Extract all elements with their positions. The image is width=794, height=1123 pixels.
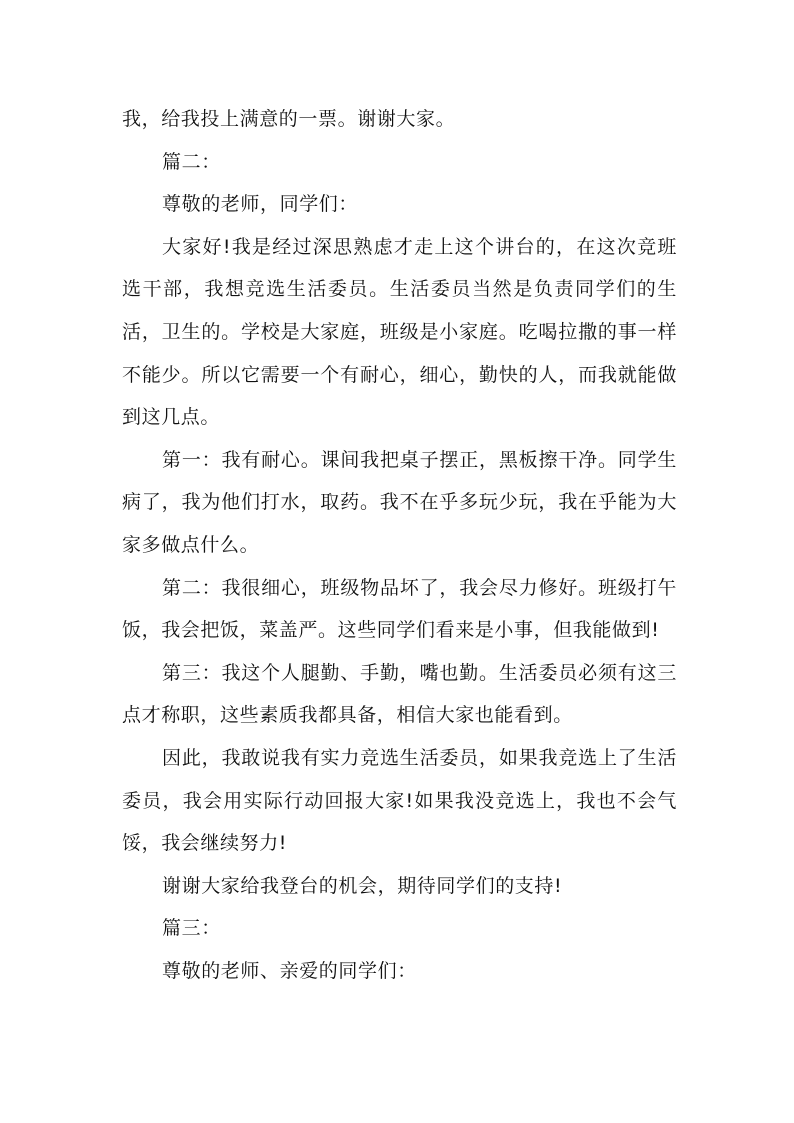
paragraph-closing-line: 我，给我投上满意的一票。谢谢大家。 <box>122 108 456 130</box>
salutation-part-three: 尊敬的老师、亲爱的同学们： <box>162 959 417 982</box>
section-heading-part-two: 篇二： <box>162 150 221 173</box>
document-body <box>122 98 677 992</box>
paragraph-point-three: 第三：我这个人腿勤、手勤，嘴也勤。生活委员必须有这三点才称职，这些素质我都具备，相信大家也能看到。 <box>122 661 677 727</box>
paragraph-introduction: 大家好!我是经过深思熟虑才走上这个讲台的，在这次竞班选干部，我想竞选生活委员。生活委员当然是负责同学们的生活，卫生的。学校是大家庭，班级是小家庭。吃喝拉撒的事一样不能少。所以它需要一个有耐心，细心，勤快的人，而我就能做到这几点。 <box>122 235 677 429</box>
paragraph-point-one: 第一：我有耐心。课间我把桌子摆正，黑板擦干净。同学生病了，我为他们打水，取药。我不在乎多玩少玩，我在乎能为大家多做点什么。 <box>122 448 677 556</box>
salutation: 尊敬的老师，同学们： <box>162 193 359 216</box>
paragraph-point-two: 第二：我很细心，班级物品坏了，我会尽力修好。班级打午饭，我会把饭，菜盖严。这些同学们看来是小事，但我能做到! <box>122 576 677 642</box>
section-heading-part-three: 篇三： <box>162 917 221 940</box>
paragraph-thanks: 谢谢大家给我登台的机会，期待同学们的支持! <box>162 874 563 897</box>
paragraph-conclusion: 因此，我敢说我有实力竞选生活委员，如果我竞选上了生活委员，我会用实际行动回报大家!如果我没竞选上，我也不会气馁，我会继续努力! <box>122 746 677 855</box>
